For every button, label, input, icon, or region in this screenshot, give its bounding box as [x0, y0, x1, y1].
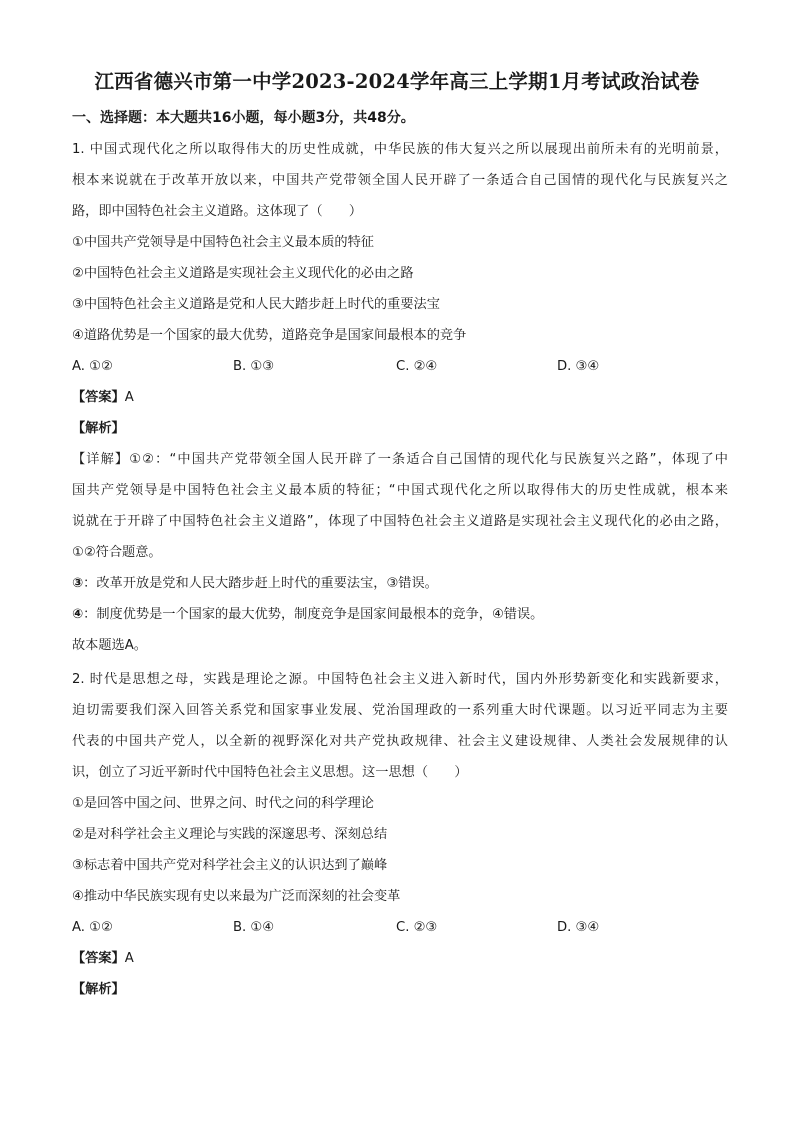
q1-analysis-tag: 【解析】 — [72, 421, 125, 436]
q2-option-b: B. ①④ — [233, 920, 275, 935]
q1-detail-item-4-text: ：制度优势是一个国家的最大优势，制度竞争是国家间最根本的竞争，④错误。 — [83, 607, 544, 622]
q2-option-d: D. ③④ — [557, 920, 600, 935]
q2-statement-1: ①是回答中国之问、世界之问、时代之问的科学理论 — [72, 796, 374, 811]
q1-option-d: D. ③④ — [557, 359, 600, 374]
q2-answer-value: A — [124, 951, 134, 966]
q1-detail-item-3-text: ：改革开放是党和人民大踏步赶上时代的重要法宝，③错误。 — [83, 576, 438, 591]
q2-stem-line-3: 代表的中国共产党人，以全新的视野深化对共产党执政规律、社会主义建设规律、人类社会发展规律的认 — [72, 734, 728, 749]
q2-analysis — [72, 980, 125, 1000]
q1-statement-1: ①中国共产党领导是中国特色社会主义最本质的特征 — [72, 235, 374, 250]
q1-detail-item-3 — [72, 574, 728, 594]
q1-statement-3: ③中国特色社会主义道路是党和人民大踏步赶上时代的重要法宝 — [72, 297, 440, 312]
q1-answer — [72, 388, 134, 408]
q1-detail-line-4: ①②符合题意。 — [72, 545, 162, 560]
q2-analysis-tag: 【解析】 — [72, 982, 125, 997]
q1-detail-item-4-num: ④ — [72, 607, 84, 622]
q2-stem-line-4: 识，创立了习近平新时代中国特色社会主义思想。这一思想（ ） — [72, 765, 468, 780]
q1-stem-line-3: 路，即中国特色社会主义道路。这体现了（ ） — [72, 204, 363, 219]
q1-option-c: C. ②④ — [396, 359, 438, 374]
section-header: 一、选择题：本大题共16小题，每小题3分，共48分。 — [72, 110, 415, 126]
q1-answer-value: A — [124, 390, 134, 405]
q1-detail-item-4 — [72, 605, 728, 625]
q1-stem-line-2: 根本来说就在于改革开放以来，中国共产党带领全国人民开辟了一条适合自己国情的现代化与民族复兴之 — [72, 173, 728, 188]
q2-option-a: A. ①② — [72, 920, 113, 935]
q1-detail-line-2: 国共产党领导是中国特色社会主义最本质的特征；“中国式现代化之所以取得伟大的历史性成就，根本来 — [72, 483, 728, 498]
q1-detail-line-3: 说就在于开辟了中国特色社会主义道路”，体现了中国特色社会主义道路是实现社会主义现代化的必由之路， — [72, 514, 728, 529]
exam-title: 江西省德兴市第一中学2023-2024学年高三上学期1月考试政治试卷 — [94, 70, 700, 93]
q2-answer — [72, 949, 134, 969]
q2-statement-3: ③标志着中国共产党对科学社会主义的认识达到了巅峰 — [72, 858, 388, 873]
q1-detail-line-1: 【详解】①②：“中国共产党带领全国人民开辟了一条适合自己国情的现代化与民族复兴之路”，体现了中 — [72, 452, 728, 467]
q2-stem-line-1: 2. 时代是思想之母，实践是理论之源。中国特色社会主义进入新时代，国内外形势新变化和实践新要求， — [72, 672, 728, 687]
q2-statement-2: ②是对科学社会主义理论与实践的深邃思考、深刻总结 — [72, 827, 388, 842]
q2-answer-tag: 【答案】 — [72, 951, 125, 966]
q1-stem-line-1: 1. 中国式现代化之所以取得伟大的历史性成就，中华民族的伟大复兴之所以展现出前所未有的光明前景， — [72, 142, 728, 157]
q1-conclusion: 故本题选A。 — [72, 638, 147, 653]
q2-option-c: C. ②③ — [396, 920, 438, 935]
q1-option-a: A. ①② — [72, 359, 113, 374]
q1-analysis — [72, 419, 125, 439]
q1-answer-tag: 【答案】 — [72, 390, 125, 405]
q1-statement-4: ④道路优势是一个国家的最大优势，道路竞争是国家间最根本的竞争 — [72, 328, 467, 343]
q2-statement-4: ④推动中华民族实现有史以来最为广泛而深刻的社会变革 — [72, 889, 401, 904]
q1-detail-item-3-num: ③ — [72, 576, 84, 591]
q1-option-b: B. ①③ — [233, 359, 275, 374]
q2-stem-line-2: 迫切需要我们深入回答关系党和国家事业发展、党治国理政的一系列重大时代课题。以习近平同志为主要 — [72, 703, 728, 718]
q1-statement-2: ②中国特色社会主义道路是实现社会主义现代化的必由之路 — [72, 266, 414, 281]
